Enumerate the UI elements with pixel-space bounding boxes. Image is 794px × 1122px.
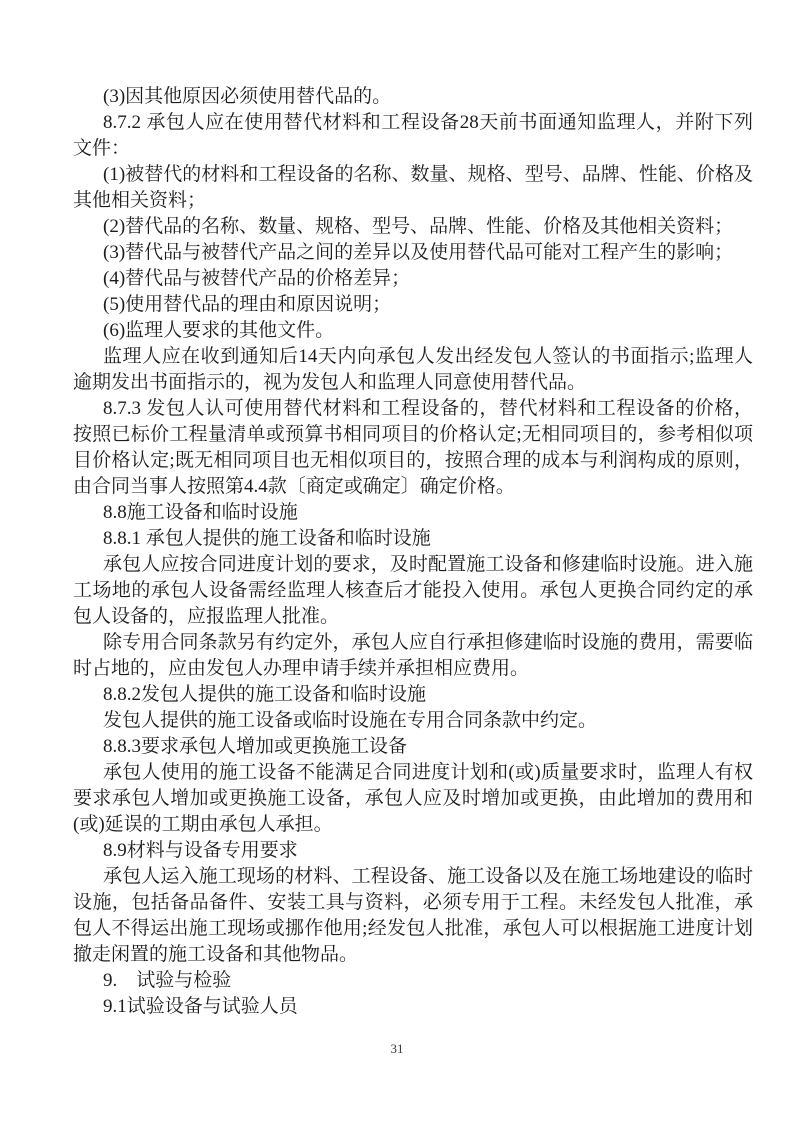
attachment-item-1: (1)被替代的材料和工程设备的名称、数量、规格、型号、品牌、性能、价格及其他相关资料； xyxy=(73,164,753,211)
para-materials-dedicated-use: 承包人运入施工现场的材料、工程设备、施工设备以及在施工场地建设的临时设施，包括备品备件、安装工具与资料，必须专用于工程。未经发包人批准，承包人不得运出施工现场或挪作他用;经发包人批准，承包人可以根据施工进度计划撤走闲置的施工设备和其他物品。 xyxy=(73,866,753,965)
attachment-item-3: (3)替代品与被替代产品之间的差异以及使用替代品可能对工程产生的影响； xyxy=(103,242,734,263)
attachment-item-2: (2)替代品的名称、数量、规格、型号、品牌、性能、价格及其他相关资料； xyxy=(103,216,734,237)
contract-text-block xyxy=(73,84,753,1020)
heading-9: 9. 试验与检验 xyxy=(103,970,232,991)
heading-8-8-2: 8.8.2发包人提供的施工设备和临时设施 xyxy=(103,684,427,705)
attachment-item-4: (4)替代品与被替代产品的价格差异； xyxy=(103,268,411,289)
heading-8-8-1: 8.8.1 承包人提供的施工设备和临时设施 xyxy=(103,528,431,549)
page-number: 31 xyxy=(390,1041,404,1056)
para-employer-equipment: 发包人提供的施工设备或临时设施在专用合同条款中约定。 xyxy=(103,710,598,731)
para-equipment-replacement: 承包人使用的施工设备不能满足合同进度计划和(或)质量要求时，监理人有权要求承包人增加或更换施工设备，承包人应及时增加或更换，由此增加的费用和(或)延误的工期由承包人承担。 xyxy=(73,762,753,835)
clause-8-7-2: 8.7.2 承包人应在使用替代材料和工程设备28天前书面通知监理人，并附下列文件： xyxy=(73,112,753,159)
para-temporary-facilities-cost: 除专用合同条款另有约定外，承包人应自行承担修建临时设施的费用，需要临时占地的，应由发包人办理申请手续并承担相应费用。 xyxy=(73,632,753,679)
heading-8-8-3: 8.8.3要求承包人增加或更换施工设备 xyxy=(103,736,408,757)
attachment-item-6: (6)监理人要求的其他文件。 xyxy=(103,320,335,341)
list-item-other-reason: (3)因其他原因必须使用替代品的。 xyxy=(103,86,392,107)
heading-9-1: 9.1试验设备与试验人员 xyxy=(103,996,298,1017)
heading-8-9: 8.9材料与设备专用要求 xyxy=(103,840,298,861)
para-contractor-equipment: 承包人应按合同进度计划的要求，及时配置施工设备和修建临时设施。进入施工场地的承包人设备需经监理人核查后才能投入使用。承包人更换合同约定的承包人设备的，应报监理人批准。 xyxy=(73,554,753,627)
clause-8-7-3: 8.7.3 发包人认可使用替代材料和工程设备的，替代材料和工程设备的价格，按照已标价工程量清单或预算书相同项目的价格认定;无相同项目的，参考相似项目价格认定;既无相同项目也无相似项目的，按照合理的成本与利润构成的原则，由合同当事人按照第4.4款〔商定或确定〕确定价格。 xyxy=(73,398,753,497)
para-supervisor-instruction: 监理人应在收到通知后14天内向承包人发出经发包人签认的书面指示;监理人逾期发出书面指示的，视为发包人和监理人同意使用替代品。 xyxy=(73,346,753,393)
heading-8-8: 8.8施工设备和临时设施 xyxy=(103,502,298,523)
attachment-item-5: (5)使用替代品的理由和原因说明； xyxy=(103,294,392,315)
